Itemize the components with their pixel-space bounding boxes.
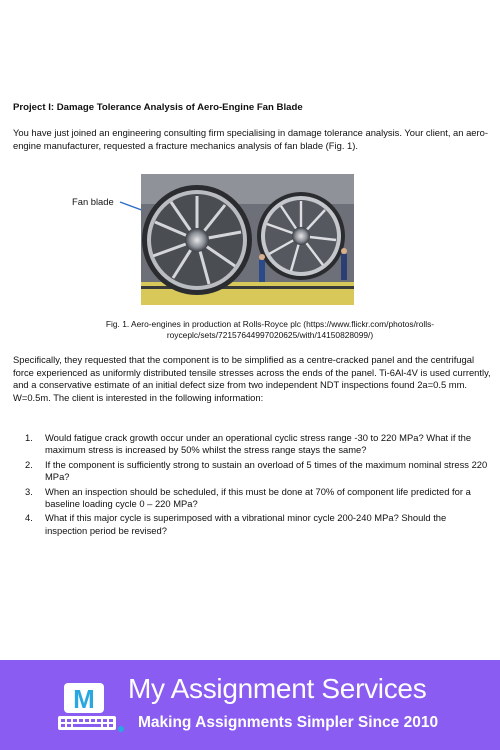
- fan-blade-label: Fan blade: [72, 196, 114, 207]
- list-item: 2. If the component is sufficiently strong to sustain an overload of 5 times of the maximum nominal stress 220 MPa?: [25, 458, 488, 482]
- question-list: [25, 432, 490, 539]
- document-title: Project I: Damage Tolerance Analysis of Aero-Engine Fan Blade: [13, 102, 303, 113]
- brand-tagline: Making Assignments Simpler Since 2010: [138, 714, 439, 731]
- requirements-paragraph: Specifically, they requested that the component is to be simplified as a centre-cracked panel and the centrifugal force experienced as uniformly distributed tensile stresses across the ends of the panel. Ti-6Al-4V is used currently, and a conservative estimate of an initial defect size from two independent NDT inspections found 2a=0.5 mm. W=0.5m. The client is interested in the following information:: [13, 354, 491, 403]
- aero-engine-photo: [141, 174, 354, 305]
- intro-paragraph: You have just joined an engineering consulting firm specialising in damage tolerance analysis. Your client, an aero-engine manufacturer, requested a fracture mechanics analysis of fan blade (Fig. 1).: [13, 127, 488, 151]
- brand-footer: [0, 660, 500, 750]
- logo-letter: M: [73, 684, 95, 714]
- list-item: 1. Would fatigue crack growth occur under an operational cyclic stress range -30 to 220 MPa? What if the maximum stress is increased by 50% whilst the stress range stays the same?: [25, 432, 472, 456]
- brand-name: My Assignment Services: [128, 673, 427, 704]
- list-item: 4. What if this major cycle is superimposed with a vibrational minor cycle 200-240 MPa? Should the inspection period be revised?: [25, 512, 447, 536]
- list-item: 3. When an inspection should be scheduled, if this must be done at 70% of component life predicted for a baseline loading cycle 0 – 220 MPa?: [25, 485, 471, 509]
- brand-logo-icon: [58, 681, 124, 737]
- figure-caption: Fig. 1. Aero-engines in production at Rolls-Royce plc (https://www.flickr.com/photos/rolls-royceplc/sets/72157644997020625/with/14150828099/): [105, 319, 435, 340]
